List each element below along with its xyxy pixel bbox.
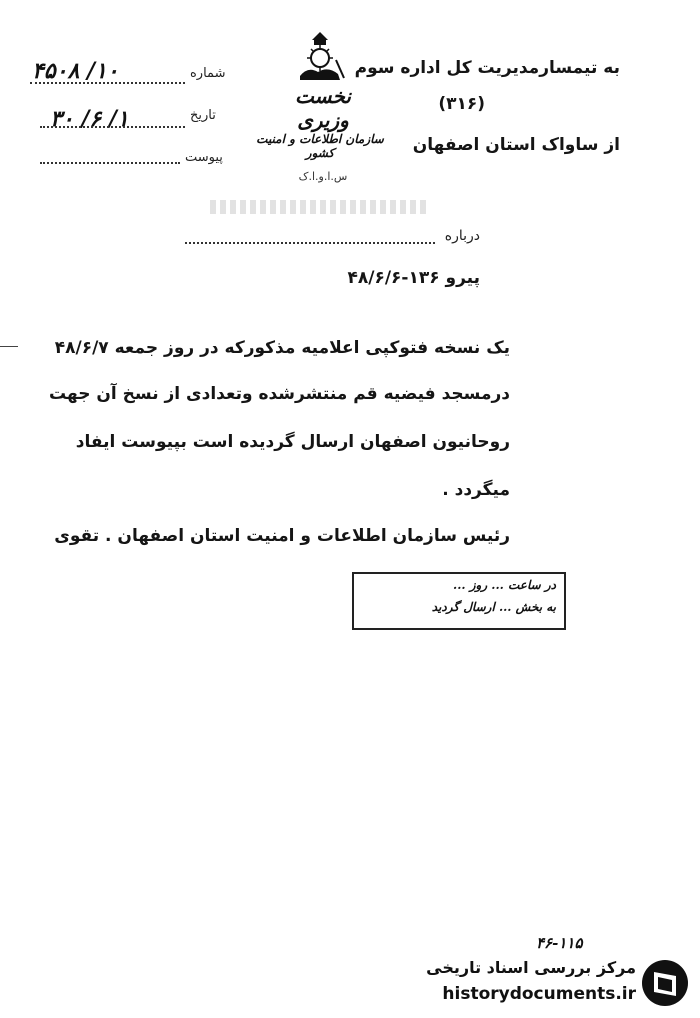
watermark-title: مرکز بررسی اسناد تاریخی: [426, 958, 636, 977]
regarding-dotted-line: [185, 242, 435, 244]
ministry-title: نخست وزیری: [295, 84, 351, 132]
date-value: ۳۰ /۶ /۱: [50, 106, 129, 132]
lion-and-sun-emblem-icon: [290, 30, 350, 85]
stamp-row-2: به بخش ... ارسال گردید: [431, 600, 556, 614]
reference-code: (۳۱۶): [438, 94, 485, 114]
body-line-2: درمسجد فیضیه قم منتشرشده وتعدادی از نسخ آن جهت: [49, 384, 510, 404]
signature-line: رئیس سازمان اطلاعات و امنیت استان اصفهان . تقوی: [54, 526, 510, 546]
date-dotted-line: [40, 126, 185, 128]
body-line-1: یک نسخه فتوکپی اعلامیه مذکورکه در روز جمعه ۴۸/۶/۷: [54, 338, 510, 358]
number-dotted-line: [30, 82, 185, 84]
attachment-dotted-line: [40, 162, 180, 164]
number-label: شماره: [190, 66, 226, 81]
archive-logo-icon: [640, 958, 690, 1008]
margin-mark: [0, 346, 18, 347]
recipient-line: به تیمسارمدیریت کل اداره سوم: [354, 58, 620, 78]
stamp-row-1: در ساعت ... روز ...: [453, 578, 556, 592]
classification-mark: س.ا.و.ا.ک: [298, 170, 348, 183]
file-code: ۴۶-۱۱۵: [536, 934, 583, 952]
sender-line: از ساواک استان اصفهان: [412, 135, 620, 155]
body-line-4: میگردد .: [442, 480, 510, 500]
body-line-3: روحانیون اصفهان ارسال گردیده است بپیوست ایفاد: [75, 432, 510, 452]
date-label: تاریخ: [190, 108, 216, 123]
regarding-label: درباره: [444, 228, 480, 244]
watermark-url: historydocuments.ir: [442, 984, 636, 1004]
faded-line: [210, 200, 430, 214]
dispatch-stamp: [352, 572, 566, 630]
organization-title: سازمان اطلاعات و امنیت کشور: [256, 132, 384, 160]
number-value: ۴۵۰۸ /۱۰: [32, 58, 119, 84]
attachment-label: پیوست: [185, 150, 223, 165]
followup-reference: پیرو ۱۳۶-۴۸/۶/۶: [347, 268, 480, 288]
